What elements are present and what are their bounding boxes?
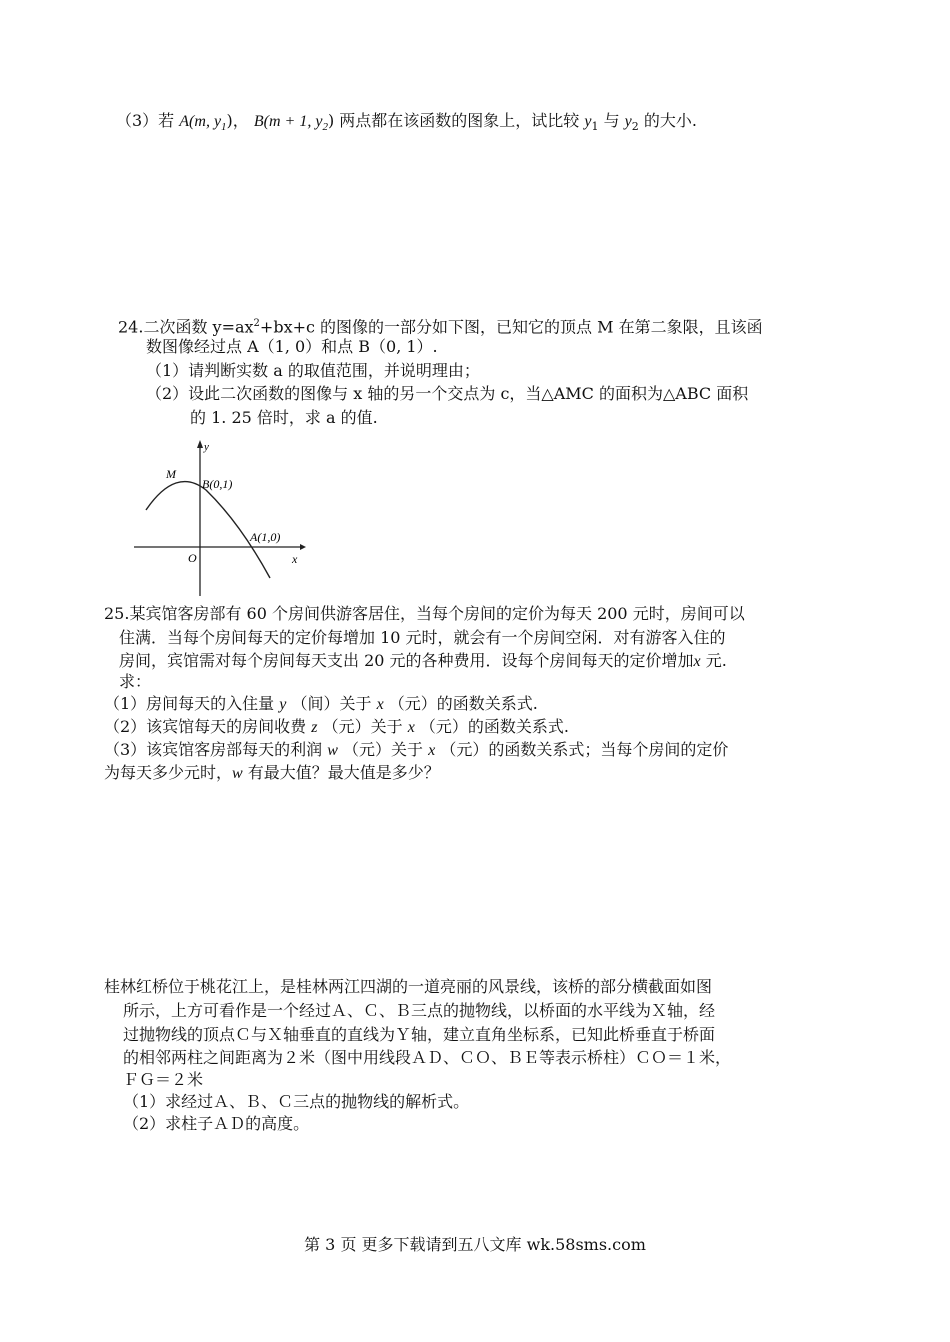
q24-line1: 24.二次函数 $y=ax^2+bx+c$ 的图像的一部分如下图，已知它的顶点 M 在第二象限，且该函: [118, 317, 763, 337]
point-b-label: B(0,1): [202, 477, 233, 491]
q25-line4: 求：: [119, 672, 152, 691]
y-axis-label: y: [204, 441, 209, 453]
q26-line5: ＦＧ＝２米: [123, 1070, 204, 1089]
q26-line3: 过抛物线的顶点Ｃ与Ｘ轴垂直的直线为Ｙ轴，建立直角坐标系，已知此桥垂直于桥面: [123, 1025, 716, 1044]
q26-line2: 所示，上方可看作是一个经过Ａ、Ｃ、Ｂ三点的抛物线，以桥面的水平线为Ｘ轴，经: [123, 1001, 716, 1020]
q24-sub2b: 的 1. 25 倍时，求 a 的值.: [190, 408, 378, 427]
parabola-graph: [128, 438, 308, 598]
q23-part3: （3）若 A(m, $y_1$)， B(m + 1, $y_2$) 两点都在该函数的图象上，试比较 $y_1$ 与 $y_2$ 的大小.: [116, 111, 697, 134]
q25-line2: 住满．当每个房间每天的定价每增加 10 元时，就会有一个房间空闲．对有游客入住的: [119, 628, 726, 647]
page-footer: 第 3 页 更多下载请到五八文库 wk.58sms.com: [304, 1235, 646, 1254]
q25-line3: 房间，宾馆需对每个房间每天支出 20 元的各种费用．设每个房间每天的定价增加x 元.: [119, 651, 727, 670]
q26-part1: （1）求经过Ａ、Ｂ、Ｃ三点的抛物线的解析式。: [123, 1092, 470, 1111]
q25-part1: （1）房间每天的入住量 y （间）关于 x （元）的函数关系式.: [104, 694, 538, 713]
x-axis-arrow: [300, 544, 306, 550]
q25-part3: （3）该宾馆客房部每天的利润 w （元）关于 x （元）的函数关系式；当每个房间的定价: [104, 740, 729, 759]
x-axis-label: x: [292, 552, 298, 566]
point-a-label: A(1,0): [250, 530, 281, 544]
q24-sub1: （1）请判断实数 a 的取值范围，并说明理由；: [146, 361, 480, 380]
q25-line1: 25.某宾馆客房部有 60 个房间供游客居住，当每个房间的定价为每天 200 元时，房间可以: [104, 604, 745, 623]
q26-part2: （2）求柱子ＡＤ的高度。: [123, 1114, 310, 1133]
y-axis-arrow: [197, 440, 203, 448]
q25-part3-cont: 为每天多少元时，w 有最大值？最大值是多少？: [104, 763, 440, 782]
q26-line1: 桂林红桥位于桃花江上，是桂林两江四湖的一道亮丽的风景线，该桥的部分横截面如图: [104, 977, 713, 996]
q24-line2: 数图像经过点 A（1, 0）和点 B（0, 1）.: [146, 337, 438, 356]
q25-part2: （2）该宾馆每天的房间收费 z （元）关于 x （元）的函数关系式.: [104, 717, 569, 736]
q24-sub2a: （2）设此二次函数的图像与 x 轴的另一个交点为 c，当△AMC 的面积为△ABC 面积: [146, 384, 749, 403]
vertex-m-label: M: [166, 467, 176, 481]
origin-label: O: [188, 551, 197, 565]
q26-line4: 的相邻两柱之间距离为２米（图中用线段ＡＤ、ＣＯ、ＢＥ等表示桥柱）ＣＯ＝１米，: [123, 1048, 732, 1067]
